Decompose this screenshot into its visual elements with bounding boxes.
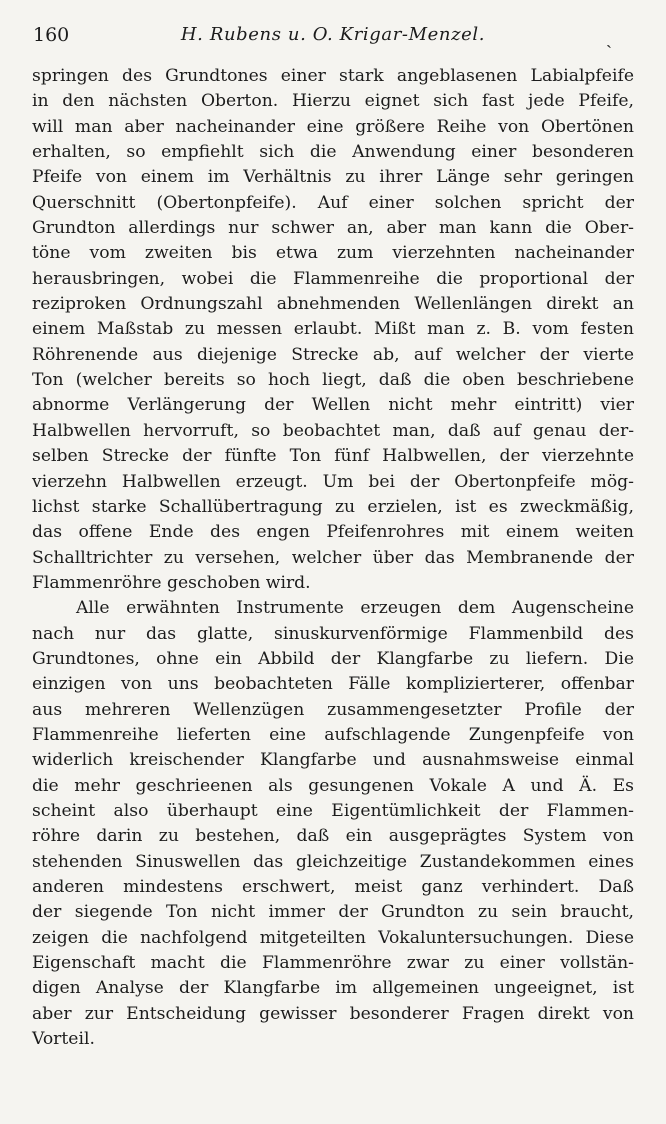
body-text [32,64,634,1052]
text-line: stehenden Sinuswellen das gleichzeitige Zustandekommen eines [32,851,634,872]
page-header [33,22,633,48]
text-line: aus mehreren Wellenzügen zusammengesetzter Profile der [32,699,634,720]
text-line: erhalten, so empfiehlt sich die Anwendung einer besonderen [32,142,634,163]
margin-mark: ˏ [606,28,612,49]
text-line: Grundtones, ohne ein Abbild der Klangfarbe zu liefern. Die [32,648,634,669]
text-line: Pfeife von einem im Verhältnis zu ihrer Länge sehr geringen [32,167,634,188]
text-line: Grundton allerdings nur schwer an, aber man kann die Ober- [32,218,634,239]
text-line: scheint also überhaupt eine Eigentümlichkeit der Flammen- [32,800,634,821]
running-head: H. Rubens u. O. Krigar-Menzel. [180,24,486,45]
page-number: 160 [33,24,70,46]
text-line: will man aber nacheinander eine größere Reihe von Obertönen [32,116,634,137]
text-line: töne vom zweiten bis etwa zum vierzehnten nacheinander [32,243,634,264]
text-line: abnorme Verlängerung der Wellen nicht mehr eintritt) vier [32,395,634,416]
text-line: röhre darin zu bestehen, daß ein ausgeprägtes System von [32,826,634,847]
text-line: anderen mindestens erschwert, meist ganz verhindert. Daß [32,877,634,897]
text-line: Halbwellen hervorruft, so beobachtet man, daß auf genau der- [32,420,634,441]
text-line: in den nächsten Oberton. Hierzu eignet sich fast jede Pfeife, [32,91,634,112]
text-line: widerlich kreischender Klangfarbe und ausnahmsweise einmal [32,750,634,771]
text-line: einzigen von uns beobachteten Fälle komplizierterer, offenbar [32,674,634,695]
text-line: aber zur Entscheidung gewisser besonderer Fragen direkt von [32,1003,634,1024]
text-line: digen Analyse der Klangfarbe im allgemeinen ungeeignet, ist [32,978,634,999]
text-line: Röhrenende aus diejenige Strecke ab, auf welcher der vierte [32,344,634,365]
text-line: zeigen die nachfolgend mitgeteilten Vokaluntersuchungen. Diese [32,927,634,948]
text-line: vierzehn Halbwellen erzeugt. Um bei der Obertonpfeife mög- [32,471,634,492]
text-line: springen des Grundtones einer stark angeblasenen Labialpfeife [32,66,634,86]
text-line: Querschnitt (Obertonpfeife). Auf einer solchen spricht der [32,192,634,213]
text-line: die mehr geschrieenen als gesungenen Vokale A und Ä. Es [32,775,634,796]
text-line: der siegende Ton nicht immer der Grundton zu sein braucht, [32,902,634,923]
paragraph-end-line: Flammenröhre geschoben wird. [32,572,311,593]
text-line: reziproken Ordnungszahl abnehmenden Wellenlängen direkt an [32,294,634,315]
text-line: herausbringen, wobei die Flammenreihe die proportional der [32,268,634,289]
text-line: lichst starke Schallübertragung zu erzielen, ist es zweckmäßig, [32,496,634,517]
paragraph-end-line: Vorteil. [32,1029,95,1050]
text-line: selben Strecke der fünfte Ton fünf Halbwellen, der vierzehnte [32,446,634,467]
text-line: Ton (welcher bereits so hoch liegt, daß die oben beschriebene [32,370,634,391]
text-line: Flammenreihe lieferten eine aufschlagende Zungenpfeife von [32,724,634,745]
text-line: Eigenschaft macht die Flammenröhre zwar zu einer vollstän- [32,953,634,974]
paragraph-start-line: Alle erwähnten Instrumente erzeugen dem Augenscheine [76,598,634,619]
text-line: einem Maßstab zu messen erlaubt. Mißt man z. B. vom festen [32,319,634,340]
text-line: Schalltrichter zu versehen, welcher über das Membranende der [32,547,634,568]
text-line: nach nur das glatte, sinuskurvenförmige Flammenbild des [32,623,634,644]
text-line: das offene Ende des engen Pfeifenrohres mit einem weiten [32,522,634,543]
